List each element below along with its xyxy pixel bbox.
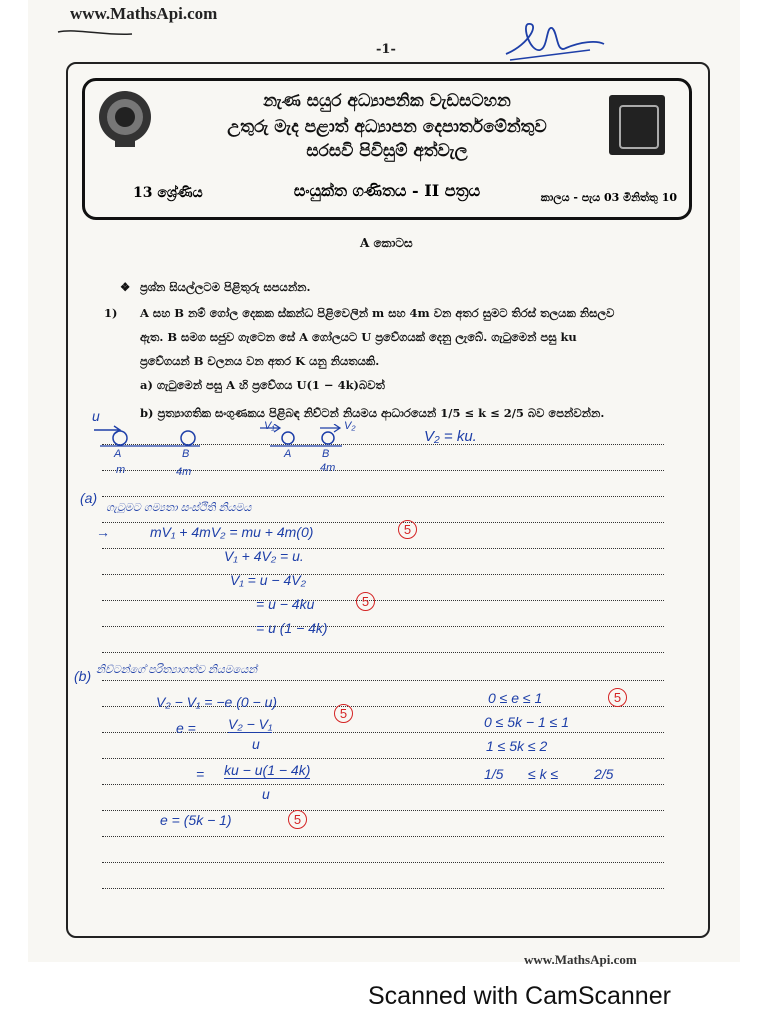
answer-line bbox=[102, 810, 664, 811]
hw-eq4: = u − 4ku bbox=[256, 596, 315, 612]
exam-header bbox=[82, 78, 692, 220]
hw-eq8-denominator: u bbox=[262, 786, 270, 802]
hw-eq1: mV₁ + 4mV₂ = mu + 4m(0) bbox=[150, 524, 314, 540]
answer-line bbox=[102, 548, 664, 549]
marks-value: 5 bbox=[334, 704, 353, 723]
hw-eq7-numerator: V₂ − V₁ bbox=[228, 716, 273, 732]
header-line1: නැණ සයුර අධ්‍යාපනික වැඩසටහන bbox=[263, 91, 511, 111]
hw-ineq4-left: 1/5 bbox=[484, 766, 504, 782]
hw-ineq4-mid: ≤ k ≤ bbox=[528, 766, 559, 782]
question-line1: A සහ B නම් ගෝල දෙකක ස්කන්ධ පිළිවෙලින් m සහ 4m වන අතර සුමට තිරස් තලයක නිසලව bbox=[140, 306, 615, 320]
program-logo bbox=[609, 95, 665, 155]
question-part-b: b) ප්‍රත්‍යාගතික සංගුණකය පිළිබඳ නිව්ටන් නියමය ආධාරයෙන් 1/5 ≤ k ≤ 2/5 බව පෙන්වන්න. bbox=[140, 406, 605, 420]
hw-eq6: V₂ − V₁ = −e (0 − u) bbox=[156, 694, 278, 710]
subject-title: සංයුක්ත ගණිතය - II පත්‍රය bbox=[293, 181, 481, 200]
answer-line bbox=[102, 522, 664, 523]
hw-eq7-denominator: u bbox=[252, 736, 260, 752]
grade-label: 13 ශ්‍රේණිය bbox=[133, 185, 203, 201]
time-allowed: කාලය - පැය 03 මිනිත්තු 10 bbox=[540, 191, 677, 204]
hw-ineq3: 1 ≤ 5k ≤ 2 bbox=[486, 738, 548, 754]
marks-badge bbox=[398, 520, 417, 539]
hw-ineq4-right: 2/5 bbox=[594, 766, 614, 782]
answer-line bbox=[102, 574, 664, 575]
hw-mass-label: 4m bbox=[320, 462, 336, 474]
hw-v2-equation: V₂ = ku. bbox=[424, 428, 477, 445]
hw-ball-label-a: A bbox=[284, 448, 292, 460]
marks-badge bbox=[334, 704, 353, 723]
signature bbox=[500, 14, 610, 66]
answer-line bbox=[102, 888, 664, 889]
answer-line bbox=[102, 600, 664, 601]
hw-v2-label: V₂ bbox=[344, 420, 356, 432]
hw-arrow-icon: → bbox=[96, 524, 110, 540]
marks-badge bbox=[288, 810, 307, 829]
question-line2: ඇත. B සමග සජුව ගැටෙන සේ A ගෝලයට U ප්‍රවේගයක් දෙනු ලැබේ. ගැටුමෙන් පසු ku bbox=[140, 330, 577, 344]
marks-value: 5 bbox=[608, 688, 627, 707]
answer-line bbox=[102, 626, 664, 627]
answer-line bbox=[102, 496, 664, 497]
collision-diagram bbox=[90, 424, 350, 472]
answer-line bbox=[102, 784, 664, 785]
hw-mass-label: m bbox=[116, 464, 126, 476]
hw-ball-label-b: B bbox=[182, 448, 190, 460]
pen-scribble bbox=[56, 22, 136, 42]
bullet-icon: ❖ bbox=[120, 280, 131, 294]
hw-eq3: V₁ = u − 4V₂ bbox=[230, 572, 306, 588]
hw-mass-label: 4m bbox=[176, 466, 192, 478]
scanner-watermark: Scanned with CamScanner bbox=[368, 982, 671, 1010]
marks-badge bbox=[356, 592, 375, 611]
marks-value: 5 bbox=[398, 520, 417, 539]
hw-eq9: e = (5k − 1) bbox=[160, 812, 232, 828]
hw-u-label: u bbox=[92, 408, 100, 424]
answer-line bbox=[102, 680, 664, 681]
hw-ineq2: 0 ≤ 5k − 1 ≤ 1 bbox=[484, 714, 570, 730]
hw-part-b-mark: (b) bbox=[74, 668, 92, 684]
top-url: www.MathsApi.com bbox=[70, 4, 218, 23]
marks-value: 5 bbox=[288, 810, 307, 829]
bottom-url: www.MathsApi.com bbox=[524, 952, 637, 967]
answer-line bbox=[102, 652, 664, 653]
hw-part-a-mark: (a) bbox=[80, 490, 98, 506]
logo-frame bbox=[619, 105, 659, 149]
question-line3: ප්‍රවේගයන් B චලනය වන අතර K යනු නියතයකි. bbox=[140, 354, 380, 368]
header-line2: උතුරු මැද පළාත් අධ්‍යාපන දෙපාර්තමේන්තුව bbox=[227, 117, 547, 137]
hw-v1-label: V₁ bbox=[264, 420, 275, 432]
hw-eq5: = u (1 − 4k) bbox=[256, 620, 328, 636]
header-line3: සරසවි පිවිසුම් අත්වැල bbox=[306, 141, 468, 161]
question-number: 1) bbox=[104, 306, 118, 320]
answer-line bbox=[102, 836, 664, 837]
question-part-a: a) ගැටුමෙන් පසු A හි ප්‍රවේගය U(1 − 4k)බවත් bbox=[140, 378, 385, 392]
marks-badge bbox=[608, 688, 627, 707]
hw-ineq1: 0 ≤ e ≤ 1 bbox=[488, 690, 543, 706]
hw-part-a-heading: ගැටුමට ගම්‍යතා සංස්ථිති නියමය bbox=[106, 502, 252, 514]
instruction: ප්‍රශ්න සියල්ලටම පිළිතුරු සපයන්න. bbox=[140, 280, 311, 294]
page-number: -1- bbox=[376, 42, 396, 57]
hw-part-b-heading: නිව්ටන්ගේ පරිත්‍යාගත්ව නියමයෙන් bbox=[96, 664, 258, 676]
hw-equals-sign: = bbox=[196, 766, 205, 782]
hw-eq2: V₁ + 4V₂ = u. bbox=[224, 548, 304, 564]
section-title: A කොටස bbox=[360, 236, 413, 250]
hw-ball-label-b: B bbox=[322, 448, 330, 460]
hw-eq7-lhs: e = bbox=[176, 720, 196, 736]
hw-eq8-numerator: ku − u(1 − 4k) bbox=[224, 762, 311, 778]
answer-line bbox=[102, 758, 664, 759]
answer-line bbox=[102, 862, 664, 863]
hw-ball-label-a: A bbox=[114, 448, 122, 460]
marks-value: 5 bbox=[356, 592, 375, 611]
